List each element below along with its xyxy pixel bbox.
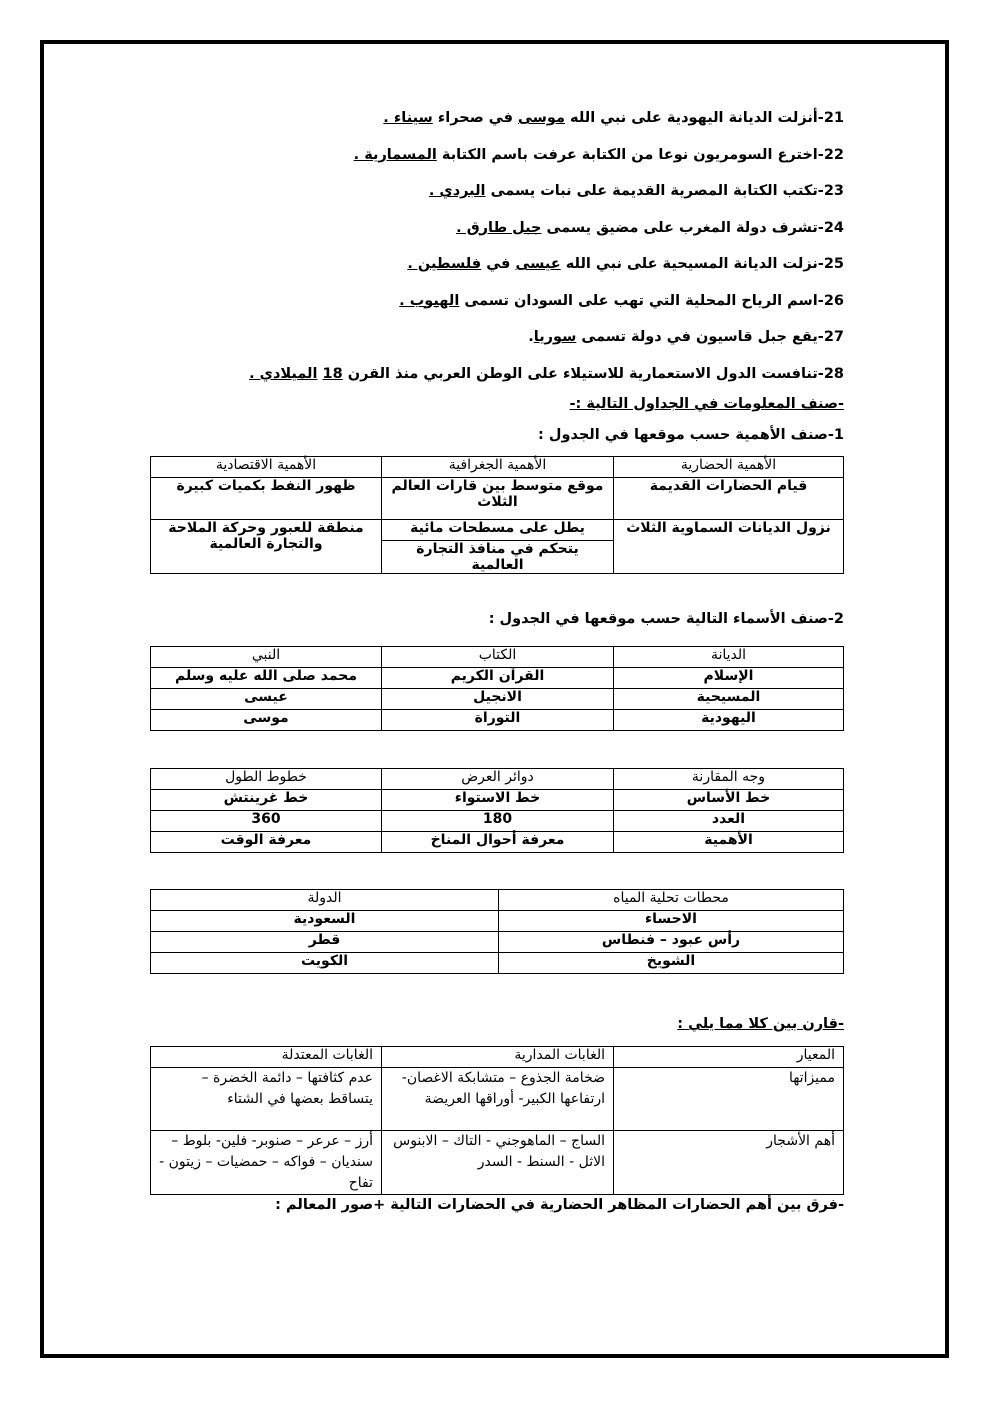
sentence-text: اسم الرياح المحلية التي تهب على السودان تسمى	[459, 292, 818, 309]
table4-cell: الشويخ	[499, 953, 844, 974]
table2-header: الديانة	[614, 647, 844, 668]
sentence-line	[150, 210, 844, 247]
answer-text: موسى	[518, 110, 565, 126]
table3-cell: 180	[382, 811, 614, 832]
answer-text: عيسى	[515, 256, 561, 272]
forests-table	[150, 1046, 844, 1195]
answer-text: جبل طارق .	[456, 219, 542, 236]
importance-table	[150, 456, 844, 574]
sentence-line	[150, 319, 844, 356]
table3-cell: خط الاستواء	[382, 790, 614, 811]
table3-cell: خط غرينتش	[151, 790, 382, 811]
table1-cell: يطل على مسطحات مائية	[382, 520, 614, 541]
table5-cell: أرز – عرعر – صنوبر- فلين- بلوط – سنديان – فواكه – حمضيات – زيتون - تفاح	[151, 1131, 382, 1195]
desalination-table	[150, 889, 844, 974]
table2-cell: القرآن الكريم	[382, 668, 614, 689]
table3-header: دوائر العرض	[382, 769, 614, 790]
table4-cell: السعودية	[151, 911, 499, 932]
sentence-number: 26-	[817, 292, 844, 309]
last-instruction: -فرق بين أهم الحضارات المظاهر الحضارية في الحضارات التالية +صور المعالم :	[275, 1197, 844, 1213]
lines-comparison-table	[150, 768, 844, 853]
q1-title: 1-صنف الأهمية حسب موقعها في الجدول :	[538, 427, 844, 443]
sentence-text: تشرف دولة المغرب على مضيق يسمى	[541, 219, 818, 236]
sentence-text: .	[528, 329, 534, 345]
table5-cell: مميزاتها	[614, 1068, 844, 1131]
sentence-text: تنافست الدول الاستعمارية للاستيلاء على الوطن العربي منذ القرن	[342, 365, 818, 382]
religions-table	[150, 646, 844, 731]
table2-header: النبي	[151, 647, 382, 668]
sentence-line	[150, 173, 844, 210]
table5-header: الغابات المعتدلة	[151, 1047, 382, 1068]
table5-cell: الساج – الماهوجني - التاك – الابنوس الاثل - السنط - السدر	[382, 1131, 614, 1195]
table1-cell: منطقة للعبور وحركة الملاحة والتجارة العالمية	[151, 520, 382, 574]
table3-cell: الأهمية	[614, 832, 844, 853]
table4-cell: الاحساء	[499, 911, 844, 932]
sentence-text: في صحراء	[432, 110, 518, 126]
table2-cell: التوراة	[382, 710, 614, 731]
table3-cell: 360	[151, 811, 382, 832]
sentence-line	[150, 100, 844, 137]
answer-text: البردي .	[428, 183, 486, 199]
answer-text: الهبوب .	[399, 292, 460, 309]
answer-text: المسمارية .	[353, 146, 437, 163]
answer-text: 18	[322, 365, 343, 382]
table4-cell: رأس عبود – فنطاس	[499, 932, 844, 953]
sentence-text: تكتب الكتابة المصرية القديمة على نبات يسمى	[485, 183, 818, 199]
sentence-text: أنزلت الديانة اليهودية على نبي الله	[565, 110, 818, 126]
table1-cell: يتحكم في منافذ التجارة العالمية	[382, 541, 614, 574]
table4-header: الدولة	[151, 890, 499, 911]
answer-text: سوريا	[533, 329, 577, 345]
table1-header: الأهمية الحضارية	[614, 457, 844, 478]
table2-cell: الانجيل	[382, 689, 614, 710]
section-classify-heading: -صنف المعلومات في الجداول التالية :-	[569, 396, 844, 412]
table3-cell: معرفة الوقت	[151, 832, 382, 853]
sentence-text: نزلت الديانة المسيحية على نبي الله	[560, 256, 818, 272]
sentence-text: في	[481, 256, 516, 272]
table3-cell: العدد	[614, 811, 844, 832]
table1-cell: موقع متوسط بين قارات العالم الثلاث	[382, 478, 614, 520]
answer-text: فلسطين .	[407, 256, 482, 272]
table1-cell: نزول الديانات السماوية الثلاث	[614, 520, 844, 574]
table2-cell: عيسى	[151, 689, 382, 710]
sentence-text: اخترع السومريون نوعا من الكتابة عرفت باسم الكتابة	[436, 146, 818, 163]
table1-cell: قيام الحضارات القديمة	[614, 478, 844, 520]
table2-cell: موسى	[151, 710, 382, 731]
sentence-number: 23-	[817, 183, 844, 199]
table1-header: الأهمية الاقتصادية	[151, 457, 382, 478]
table3-cell: معرفة أحوال المناخ	[382, 832, 614, 853]
sentence-line	[150, 356, 844, 393]
table3-cell: خط الأساس	[614, 790, 844, 811]
table4-cell: قطر	[151, 932, 499, 953]
sentence-line	[150, 137, 844, 174]
sentence-number: 24-	[817, 219, 844, 236]
table2-cell: الإسلام	[614, 668, 844, 689]
table3-header: خطوط الطول	[151, 769, 382, 790]
table5-cell: أهم الأشجار	[614, 1131, 844, 1195]
sentence-number: 22-	[817, 146, 844, 163]
sentence-number: 27-	[817, 329, 844, 345]
table2-header: الكتاب	[382, 647, 614, 668]
q2-title: 2-صنف الأسماء التالية حسب موقعها في الجدول :	[488, 611, 844, 627]
sentence-number: 28-	[817, 365, 844, 382]
table4-header: محطات تحلية المياه	[499, 890, 844, 911]
table5-header: الغابات المدارية	[382, 1047, 614, 1068]
table1-cell: ظهور النفط بكميات كبيرة	[151, 478, 382, 520]
table2-cell: اليهودية	[614, 710, 844, 731]
section-compare-heading: -قارن بين كلا مما يلي :	[677, 1016, 844, 1032]
table5-header: المعيار	[614, 1047, 844, 1068]
sentence-line	[150, 283, 844, 320]
table5-cell: عدم كثافتها – دائمة الخضرة – يتساقط بعضها في الشتاء	[151, 1068, 382, 1131]
sentence-line	[150, 246, 844, 283]
answer-text: الميلادي .	[249, 365, 318, 382]
sentence-number: 21-	[817, 110, 844, 126]
answer-text: سيناء .	[383, 110, 433, 126]
table1-header: الأهمية الجغرافية	[382, 457, 614, 478]
fill-in-sentences	[150, 100, 844, 392]
worksheet-content	[150, 100, 844, 1215]
table4-cell: الكويت	[151, 953, 499, 974]
sentence-number: 25-	[817, 256, 844, 272]
sentence-text: يقع جبل قاسيون في دولة تسمى	[576, 329, 818, 345]
table2-cell: المسيحية	[614, 689, 844, 710]
table3-header: وجه المقارنة	[614, 769, 844, 790]
table2-cell: محمد صلى الله عليه وسلم	[151, 668, 382, 689]
table5-cell: ضخامة الجذوع – متشابكة الاغصان- ارتفاعها الكبير- أوراقها العريضة	[382, 1068, 614, 1131]
